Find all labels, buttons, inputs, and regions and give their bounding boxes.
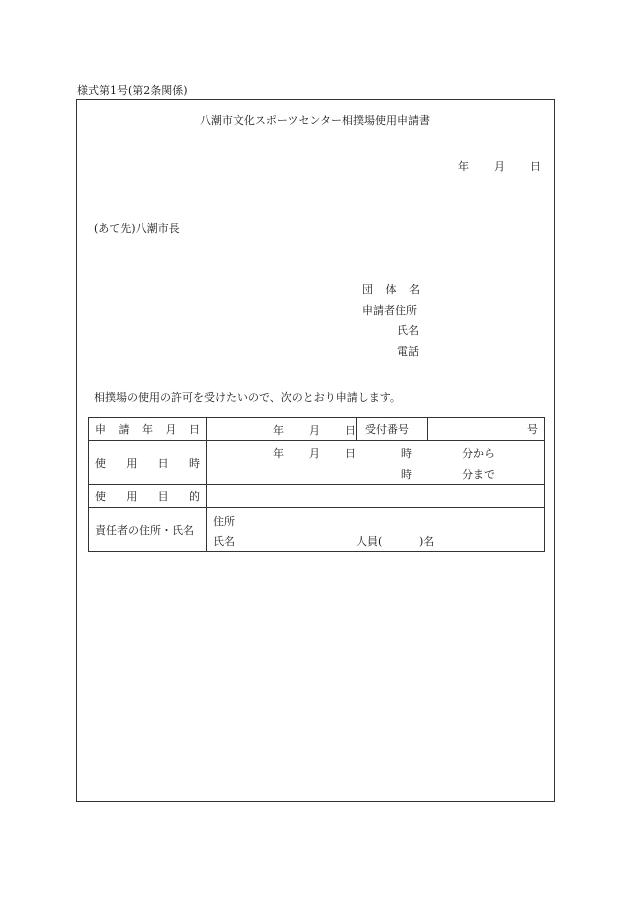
applicant-phone-label: 電話	[397, 345, 419, 358]
use-end-minute: 分まで	[462, 468, 495, 481]
table-row	[89, 485, 545, 508]
apply-date-year: 年	[273, 424, 284, 437]
receipt-no-suffix: 号	[527, 423, 538, 436]
responsible-address-label: 住所	[213, 515, 235, 528]
receipt-no-cell[interactable]	[428, 418, 545, 441]
label-char: 用	[126, 490, 138, 503]
purpose-label	[89, 488, 206, 504]
applicant-address-label: 申請者住所	[362, 304, 417, 317]
header-date-year: 年	[458, 160, 469, 173]
use-datetime-label	[89, 455, 206, 471]
header-date	[0, 160, 630, 174]
header-date-day: 日	[530, 160, 541, 173]
label-char: 時	[188, 456, 200, 470]
apply-date-day: 日	[345, 424, 356, 437]
receipt-no-label-cell	[357, 418, 428, 441]
label-char: 年	[142, 423, 153, 436]
applicant-name-label: 氏名	[397, 324, 419, 337]
application-table	[88, 417, 545, 552]
label-char: 日	[189, 423, 200, 436]
intro-text: 相撲場の使用の許可を受けたいので、次のとおり申請します。	[94, 391, 401, 404]
header-date-month: 月	[494, 160, 505, 173]
form-title: 八潮市文化スポーツセンター相撲場使用申請書	[199, 114, 431, 127]
org-name-label	[362, 283, 420, 297]
table-row	[89, 441, 545, 485]
use-date-day: 日	[345, 447, 356, 460]
addressee: (あて先)八潮市長	[94, 222, 180, 235]
receipt-no-label: 受付番号	[365, 423, 409, 436]
purpose-cell[interactable]	[207, 485, 545, 508]
form-code: 様式第1号(第2条関係)	[77, 84, 188, 97]
label-char: 申	[95, 423, 106, 436]
apply-date-label-cell	[89, 418, 207, 441]
use-end-hour: 時	[401, 468, 412, 481]
people-count-suffix: )名	[419, 535, 435, 548]
responsible-label: 責任者の住所・氏名	[95, 523, 194, 537]
use-start-minute: 分から	[462, 447, 495, 460]
table-row	[89, 508, 545, 552]
org-name-char: 団	[362, 283, 373, 296]
purpose-label-cell	[89, 485, 207, 508]
responsible-name-label: 氏名	[213, 535, 235, 548]
apply-date-label	[89, 421, 206, 437]
responsible-label-cell	[89, 508, 207, 552]
label-char: 使	[95, 490, 106, 503]
use-start-hour: 時	[401, 447, 412, 460]
label-char: 使	[95, 456, 106, 470]
org-name-char: 名	[409, 283, 420, 296]
label-char: 目	[157, 490, 169, 503]
apply-date-cell[interactable]	[207, 418, 357, 441]
label-char: 月	[165, 423, 177, 436]
label-char: 請	[118, 423, 130, 436]
label-char: 的	[188, 490, 200, 503]
label-char: 日	[157, 456, 169, 470]
responsible-cell[interactable]	[207, 508, 545, 552]
org-name-char: 体	[385, 283, 397, 296]
use-datetime-cell[interactable]	[207, 441, 545, 485]
use-datetime-label-cell	[89, 441, 207, 485]
label-char: 用	[126, 456, 138, 470]
use-date-month: 月	[309, 447, 320, 460]
table-row	[89, 418, 545, 441]
use-date-year: 年	[273, 447, 284, 460]
apply-date-month: 月	[309, 424, 320, 437]
people-count-prefix: 人員(	[356, 535, 383, 548]
